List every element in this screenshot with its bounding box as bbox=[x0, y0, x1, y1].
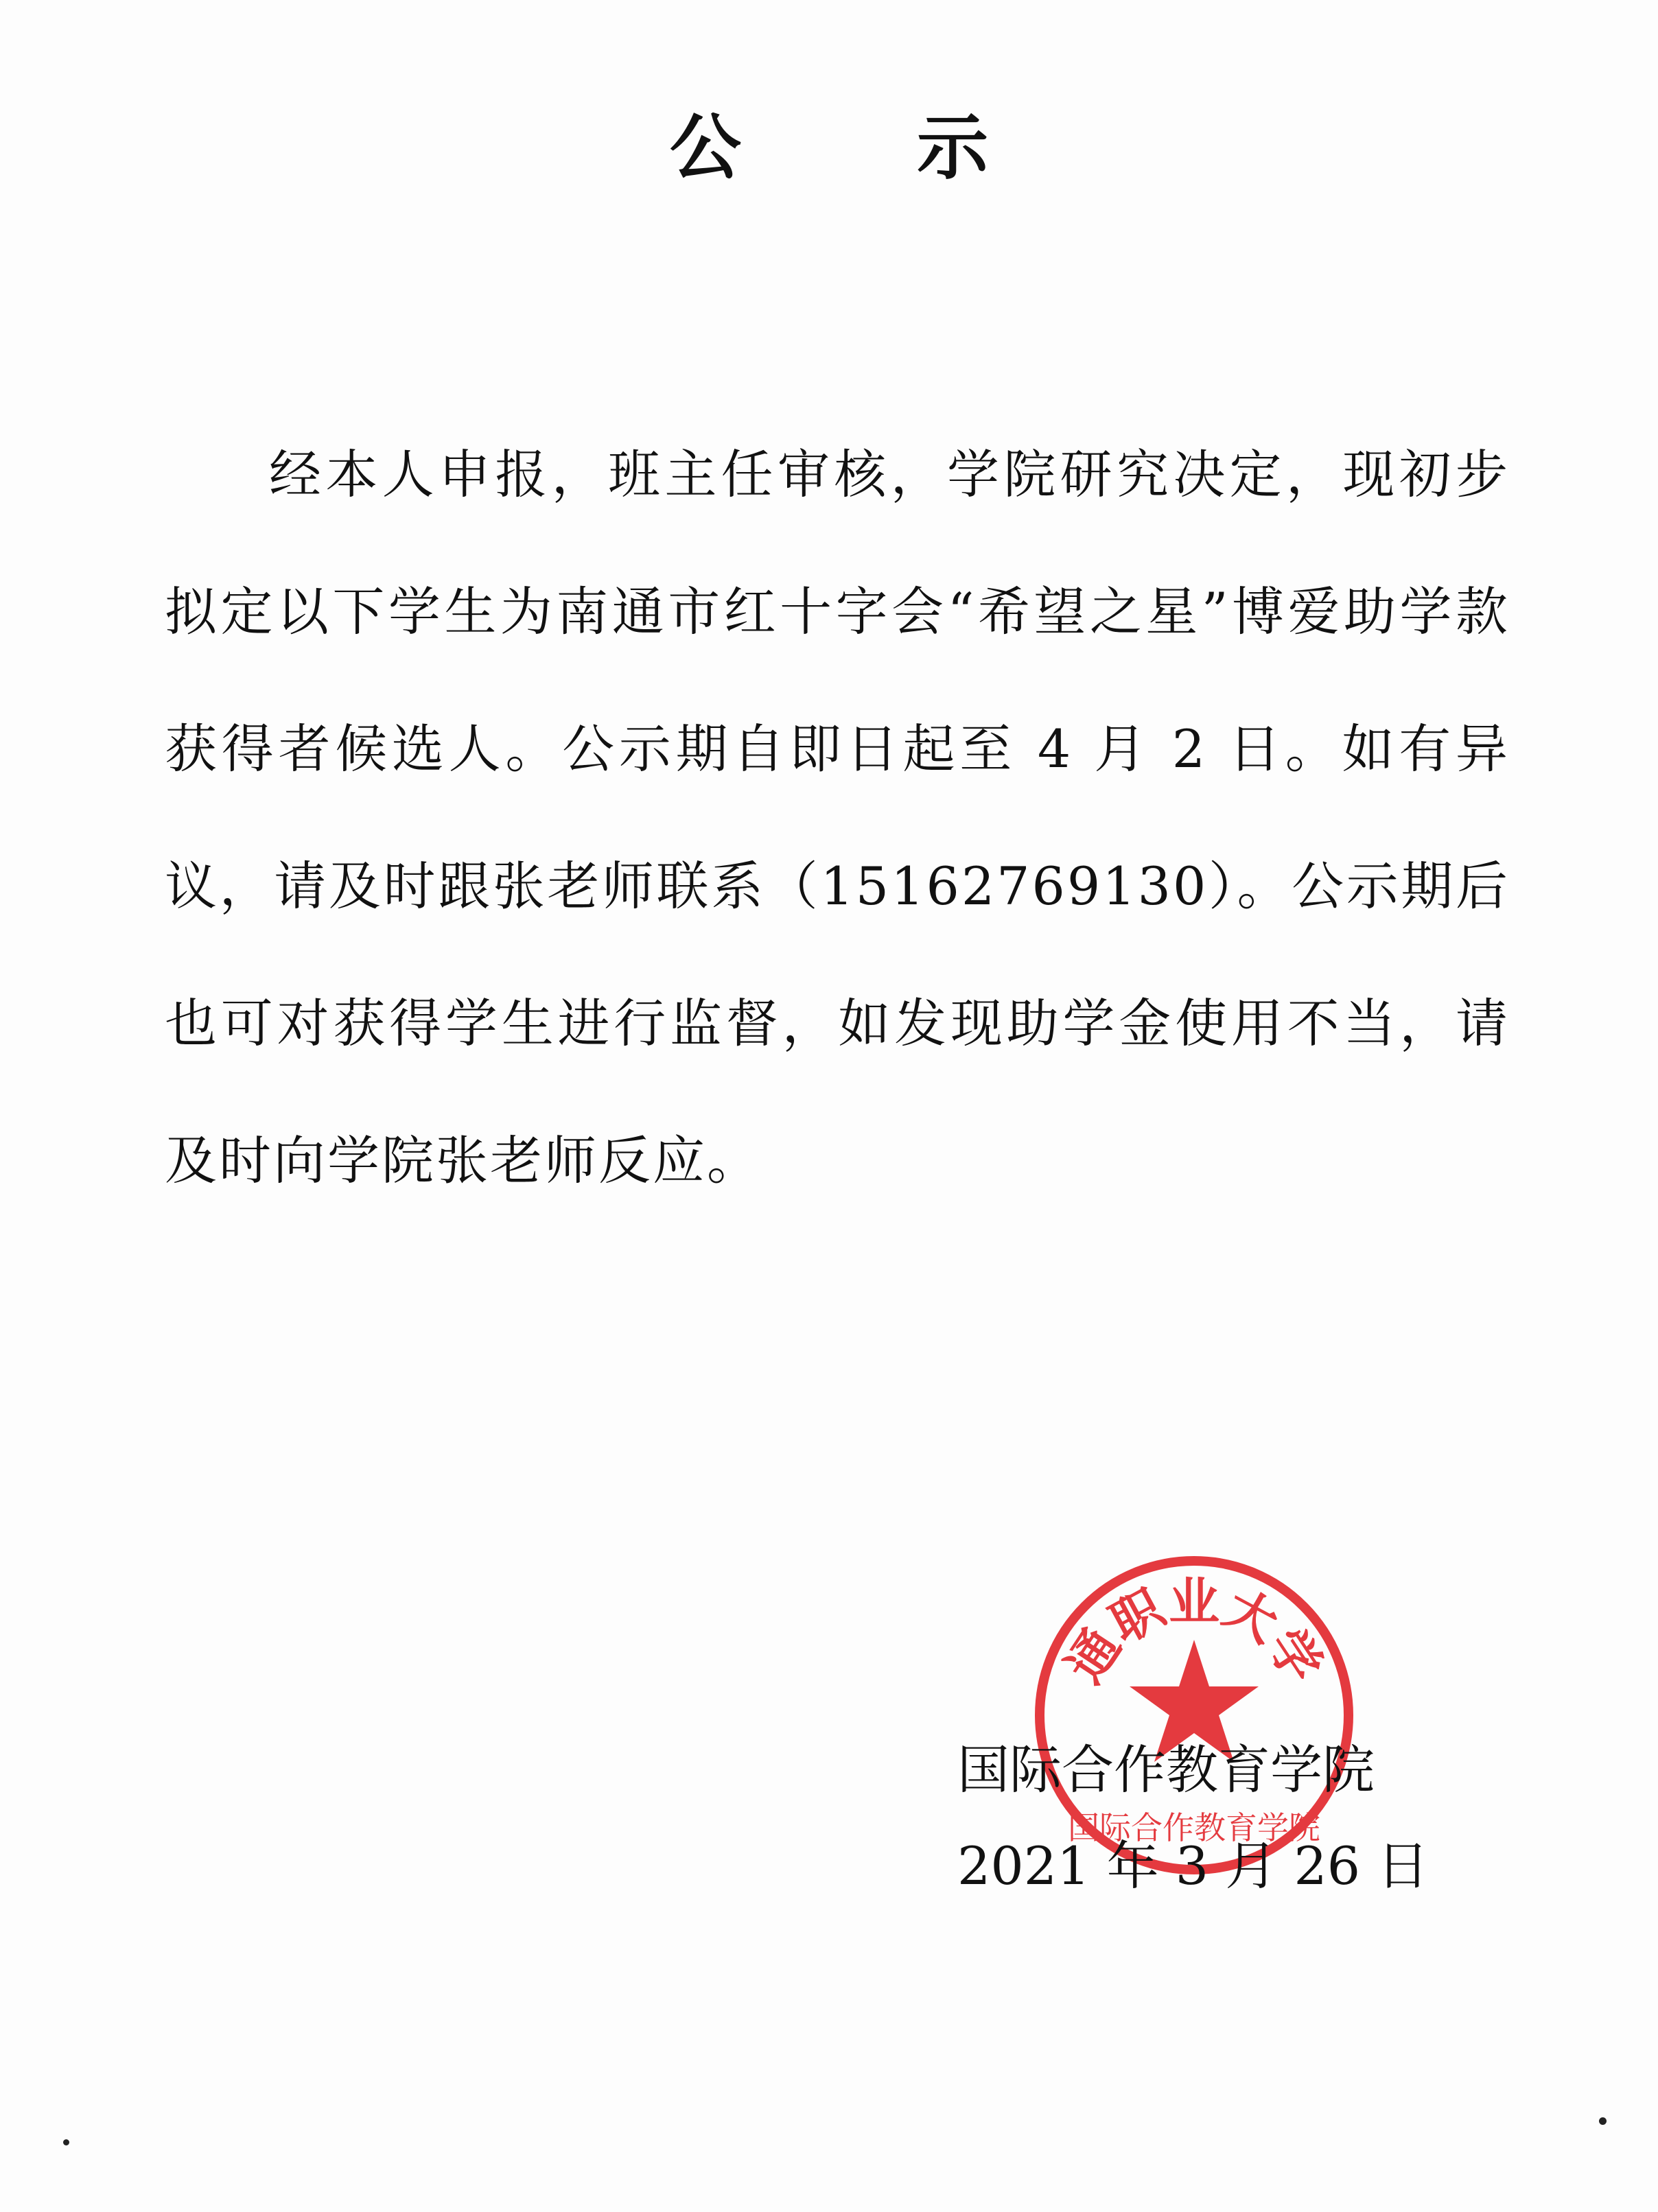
notice-body: 经本人申报，班主任审核，学院研究决定，现初步拟定以下学生为南通市红十字会“希望之星”博爱助学款获得者候选人。公示期自即日起至 4 月 2 日。如有异议，请及时跟张老师联系（15162769130）。公示期后也可对获得学生进行监督，如发现助学金使用不当，请及时向学院张老师反应。 bbox=[165, 444, 1510, 1191]
signature-date: 2021 年 3 月 26 日 bbox=[957, 1835, 1429, 1896]
signature-block bbox=[957, 1722, 1520, 1914]
seal-top-text: 通职业大学 bbox=[1055, 1573, 1333, 1694]
signature-organization: 国际合作教育学院 bbox=[957, 1739, 1375, 1800]
speck-mark bbox=[1599, 2117, 1607, 2125]
notice-title: 公 示 bbox=[669, 105, 1064, 189]
seal-bottom-text: 国际合作教育学院 bbox=[1068, 1809, 1320, 1846]
speck-mark bbox=[63, 2139, 69, 2145]
